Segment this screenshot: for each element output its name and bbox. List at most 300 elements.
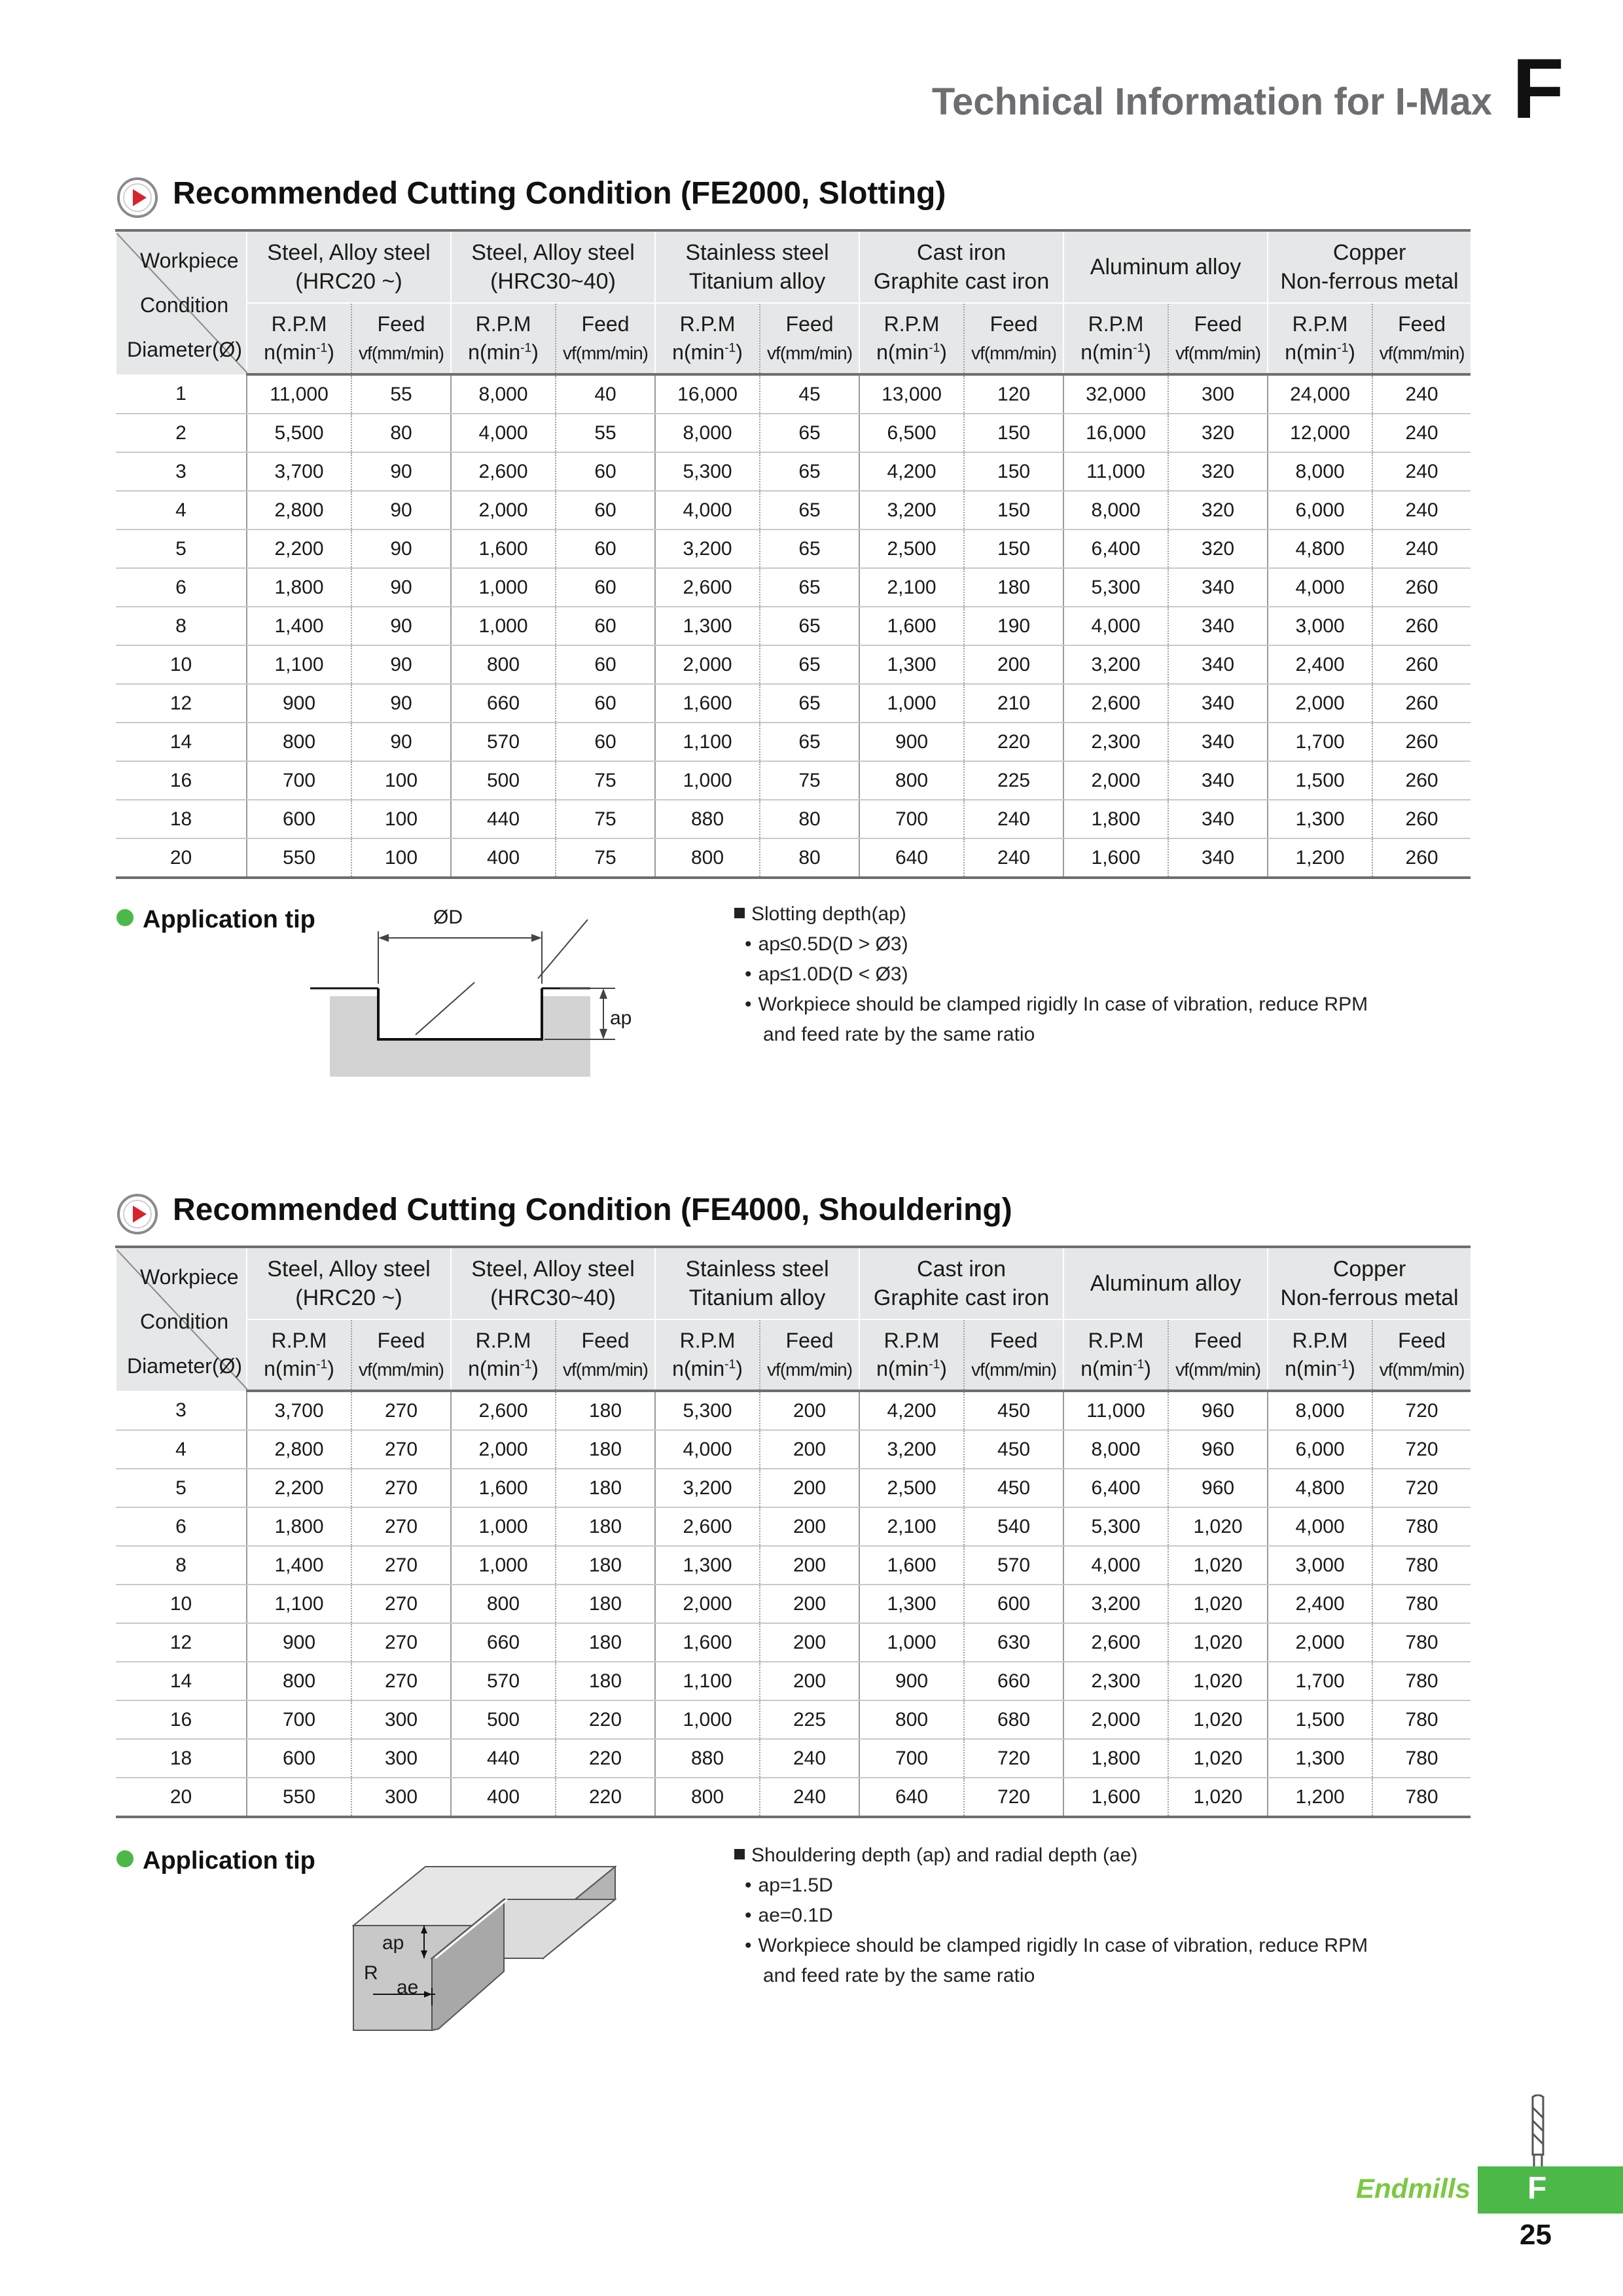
feed-cell: 260 <box>1372 607 1471 645</box>
table-row <box>116 374 1471 414</box>
note-item: • ap≤0.5D(D > Ø3) <box>734 929 1454 960</box>
rpm-cell: 800 <box>655 838 760 878</box>
rpm-cell: 900 <box>859 723 964 761</box>
rpm-cell: 2,000 <box>451 491 556 529</box>
diameter-cell: 5 <box>116 529 247 568</box>
feed-cell: 180 <box>556 1662 655 1700</box>
table-row <box>116 414 1471 452</box>
rpm-cell: 4,200 <box>859 1391 964 1430</box>
rpm-cell: 8,000 <box>1268 1391 1372 1430</box>
table-row <box>116 723 1471 761</box>
feed-cell: 960 <box>1168 1430 1268 1469</box>
rpm-cell: 8,000 <box>1063 1430 1168 1469</box>
feed-cell: 270 <box>351 1469 451 1507</box>
feed-cell: 75 <box>556 800 655 838</box>
rpm-cell: 4,000 <box>1063 607 1168 645</box>
table-row <box>116 1662 1471 1700</box>
rpm-cell: 4,000 <box>655 1430 760 1469</box>
rpm-cell: 4,800 <box>1268 1469 1372 1507</box>
rpm-cell: 1,800 <box>1063 1739 1168 1778</box>
feed-cell: 200 <box>760 1585 859 1623</box>
diameter-cell: 12 <box>116 684 247 723</box>
rpm-cell: 800 <box>859 1700 964 1739</box>
feed-cell: 340 <box>1168 723 1268 761</box>
feed-cell: 320 <box>1168 414 1268 452</box>
table-row <box>116 645 1471 684</box>
table-row <box>116 607 1471 645</box>
feed-cell: 200 <box>760 1546 859 1585</box>
rpm-cell: 1,600 <box>859 607 964 645</box>
rpm-cell: 1,100 <box>247 645 351 684</box>
feed-cell: 65 <box>760 529 859 568</box>
diameter-cell: 18 <box>116 800 247 838</box>
rpm-cell: 6,000 <box>1268 491 1372 529</box>
rpm-cell: 800 <box>451 1585 556 1623</box>
feed-cell: 1,020 <box>1168 1662 1268 1700</box>
feed-cell: 780 <box>1372 1623 1471 1662</box>
feed-cell: 200 <box>760 1469 859 1507</box>
feed-subheader: Feed vf(mm/min) <box>556 303 655 374</box>
feed-cell: 720 <box>1372 1469 1471 1507</box>
rpm-cell: 660 <box>451 1623 556 1662</box>
rpm-cell: 1,800 <box>247 568 351 607</box>
rpm-cell: 2,800 <box>247 491 351 529</box>
diameter-cell: 6 <box>116 568 247 607</box>
rpm-subheader: R.P.M $n(\min^{-1})$ <box>247 1319 351 1391</box>
feed-cell: 780 <box>1372 1778 1471 1817</box>
section-heading-slotting <box>116 171 1294 224</box>
rpm-cell: 800 <box>859 761 964 800</box>
feed-cell: 180 <box>556 1430 655 1469</box>
feed-cell: 450 <box>964 1469 1063 1507</box>
rpm-cell: 5,300 <box>655 452 760 491</box>
feed-cell: 540 <box>964 1507 1063 1546</box>
workpiece-label: Workpiece <box>140 249 239 272</box>
section-title: Recommended Cutting Condition (FE2000, Slotting) <box>173 176 946 211</box>
rpm-cell: 1,300 <box>859 645 964 684</box>
table-row <box>116 1700 1471 1739</box>
feed-cell: 780 <box>1372 1585 1471 1623</box>
rpm-cell: 1,200 <box>1268 1778 1372 1817</box>
feed-cell: 60 <box>556 684 655 723</box>
feed-cell: 240 <box>760 1739 859 1778</box>
feed-cell: 60 <box>556 607 655 645</box>
feed-cell: 65 <box>760 684 859 723</box>
rpm-cell: 11,000 <box>1063 452 1168 491</box>
rpm-cell: 5,500 <box>247 414 351 452</box>
feed-cell: 190 <box>964 607 1063 645</box>
chapter-letter: F <box>1512 41 1564 136</box>
rpm-subheader: R.P.M $n(\min^{-1})$ <box>859 303 964 374</box>
material-group-header: Steel, Alloy steel (HRC20 ~) <box>247 1247 451 1319</box>
rpm-cell: 6,400 <box>1063 529 1168 568</box>
footer-letter-tab <box>1478 2166 1623 2214</box>
table-row <box>116 1391 1471 1430</box>
r-label: R <box>364 1962 378 1984</box>
feed-cell: 90 <box>351 529 451 568</box>
rpm-subheader: R.P.M $n(\min^{-1})$ <box>451 1319 556 1391</box>
feed-cell: 780 <box>1372 1507 1471 1546</box>
feed-cell: 60 <box>556 568 655 607</box>
rpm-cell: 2,500 <box>859 529 964 568</box>
table-row <box>116 1546 1471 1585</box>
rpm-cell: 640 <box>859 838 964 878</box>
feed-cell: 220 <box>964 723 1063 761</box>
page-footer <box>1309 2081 1623 2296</box>
note-item-continued: and feed rate by the same ratio <box>763 1965 1035 1986</box>
feed-cell: 55 <box>556 414 655 452</box>
feed-cell: 200 <box>760 1507 859 1546</box>
rpm-cell: 1,000 <box>451 568 556 607</box>
feed-cell: 65 <box>760 607 859 645</box>
feed-cell: 300 <box>351 1700 451 1739</box>
diameter-cell: 12 <box>116 1623 247 1662</box>
diameter-cell: 14 <box>116 723 247 761</box>
material-group-header: Aluminum alloy <box>1063 1247 1268 1319</box>
feed-cell: 720 <box>1372 1430 1471 1469</box>
rpm-cell: 32,000 <box>1063 374 1168 414</box>
note-item: • ap=1.5D <box>734 1871 1454 1901</box>
rpm-subheader: R.P.M $n(\min^{-1})$ <box>859 1319 964 1391</box>
rpm-cell: 4,000 <box>1268 568 1372 607</box>
feed-cell: 270 <box>351 1507 451 1546</box>
rpm-cell: 550 <box>247 1778 351 1817</box>
rpm-subheader: R.P.M $n(\min^{-1})$ <box>1268 303 1372 374</box>
rpm-cell: 700 <box>247 1700 351 1739</box>
slotting-diagram <box>308 906 615 1077</box>
condition-label: Condition <box>140 293 229 317</box>
feed-cell: 780 <box>1372 1546 1471 1585</box>
rpm-cell: 1,600 <box>1063 1778 1168 1817</box>
feed-cell: 960 <box>1168 1469 1268 1507</box>
rpm-cell: 2,200 <box>247 529 351 568</box>
feed-cell: 75 <box>556 761 655 800</box>
rpm-cell: 2,000 <box>451 1430 556 1469</box>
rpm-cell: 640 <box>859 1778 964 1817</box>
rpm-cell: 2,000 <box>1063 1700 1168 1739</box>
feed-cell: 180 <box>556 1507 655 1546</box>
feed-cell: 270 <box>351 1585 451 1623</box>
diameter-cell: 18 <box>116 1739 247 1778</box>
feed-cell: 1,020 <box>1168 1507 1268 1546</box>
feed-cell: 100 <box>351 838 451 878</box>
feed-cell: 720 <box>964 1739 1063 1778</box>
rpm-cell: 800 <box>655 1778 760 1817</box>
table-row <box>116 1585 1471 1623</box>
rpm-cell: 3,000 <box>1268 607 1372 645</box>
rpm-cell: 2,100 <box>859 568 964 607</box>
feed-cell: 90 <box>351 684 451 723</box>
feed-cell: 340 <box>1168 684 1268 723</box>
diameter-cell: 20 <box>116 1778 247 1817</box>
feed-cell: 270 <box>351 1662 451 1700</box>
feed-cell: 65 <box>760 723 859 761</box>
rpm-cell: 6,000 <box>1268 1430 1372 1469</box>
rpm-cell: 8,000 <box>1268 452 1372 491</box>
feed-cell: 260 <box>1372 645 1471 684</box>
feed-cell: 75 <box>760 761 859 800</box>
feed-cell: 60 <box>556 452 655 491</box>
rpm-cell: 1,600 <box>451 529 556 568</box>
cutting-condition-table <box>115 1246 1471 1818</box>
feed-cell: 450 <box>964 1391 1063 1430</box>
feed-cell: 180 <box>556 1546 655 1585</box>
feed-cell: 150 <box>964 491 1063 529</box>
rpm-cell: 4,800 <box>1268 529 1372 568</box>
rpm-cell: 880 <box>655 800 760 838</box>
feed-cell: 65 <box>760 645 859 684</box>
note-item: • ae=0.1D <box>734 1901 1454 1931</box>
rpm-cell: 5,300 <box>1063 1507 1168 1546</box>
note-item: • Workpiece should be clamped rigidly In case of vibration, reduce RPM <box>734 990 1454 1020</box>
rpm-cell: 1,500 <box>1268 761 1372 800</box>
table-corner-header <box>116 1247 247 1391</box>
slotting-table <box>115 229 1470 879</box>
material-group-header: Steel, Alloy steel (HRC30~40) <box>451 1247 655 1319</box>
feed-cell: 150 <box>964 529 1063 568</box>
rpm-cell: 2,600 <box>655 568 760 607</box>
rpm-cell: 1,000 <box>451 607 556 645</box>
feed-cell: 630 <box>964 1623 1063 1662</box>
rpm-cell: 2,000 <box>1063 761 1168 800</box>
feed-cell: 1,020 <box>1168 1623 1268 1662</box>
rpm-cell: 1,600 <box>451 1469 556 1507</box>
application-tip-heading: Application tip <box>116 906 315 934</box>
rpm-cell: 1,600 <box>655 1623 760 1662</box>
play-arrow-icon <box>116 1193 158 1235</box>
rpm-cell: 1,600 <box>655 684 760 723</box>
rpm-cell: 1,500 <box>1268 1700 1372 1739</box>
feed-cell: 90 <box>351 607 451 645</box>
diameter-cell: 16 <box>116 761 247 800</box>
rpm-cell: 900 <box>859 1662 964 1700</box>
rpm-cell: 6,400 <box>1063 1469 1168 1507</box>
feed-subheader: Feed vf(mm/min) <box>1168 1319 1268 1391</box>
diameter-cell: 8 <box>116 1546 247 1585</box>
feed-cell: 60 <box>556 529 655 568</box>
rpm-cell: 500 <box>451 1700 556 1739</box>
footer-letter: F <box>1527 2171 1547 2206</box>
feed-cell: 960 <box>1168 1391 1268 1430</box>
workpiece-label: Workpiece <box>140 1265 239 1289</box>
play-arrow-icon <box>116 177 158 219</box>
feed-cell: 240 <box>1372 491 1471 529</box>
feed-cell: 100 <box>351 761 451 800</box>
material-group-header: Aluminum alloy <box>1063 230 1268 303</box>
diameter-cell: 3 <box>116 1391 247 1430</box>
feed-cell: 200 <box>760 1391 859 1430</box>
diameter-cell: 10 <box>116 1585 247 1623</box>
rpm-cell: 16,000 <box>1063 414 1168 452</box>
rpm-cell: 8,000 <box>655 414 760 452</box>
feed-cell: 720 <box>964 1778 1063 1817</box>
rpm-cell: 4,200 <box>859 452 964 491</box>
feed-cell: 55 <box>351 374 451 414</box>
page-title: Technical Information for I-Max <box>931 81 1492 123</box>
feed-cell: 180 <box>964 568 1063 607</box>
feed-subheader: Feed vf(mm/min) <box>1372 1319 1471 1391</box>
feed-cell: 60 <box>556 491 655 529</box>
feed-cell: 90 <box>351 452 451 491</box>
table-row <box>116 684 1471 723</box>
feed-cell: 180 <box>556 1585 655 1623</box>
rpm-cell: 2,000 <box>1268 684 1372 723</box>
feed-cell: 180 <box>556 1469 655 1507</box>
rpm-cell: 5,300 <box>1063 568 1168 607</box>
feed-cell: 1,020 <box>1168 1585 1268 1623</box>
feed-cell: 220 <box>556 1700 655 1739</box>
feed-cell: 260 <box>1372 723 1471 761</box>
rpm-cell: 8,000 <box>451 374 556 414</box>
rpm-cell: 2,600 <box>655 1507 760 1546</box>
rpm-cell: 1,200 <box>1268 838 1372 878</box>
feed-cell: 1,020 <box>1168 1546 1268 1585</box>
feed-cell: 1,020 <box>1168 1778 1268 1817</box>
rpm-cell: 2,000 <box>655 1585 760 1623</box>
table-row <box>116 568 1471 607</box>
table-row <box>116 1469 1471 1507</box>
feed-cell: 570 <box>964 1546 1063 1585</box>
feed-cell: 340 <box>1168 645 1268 684</box>
rpm-cell: 11,000 <box>1063 1391 1168 1430</box>
section-title: Recommended Cutting Condition (FE4000, Shouldering) <box>173 1193 1012 1227</box>
material-group-header: Copper Non-ferrous metal <box>1268 230 1471 303</box>
feed-cell: 80 <box>351 414 451 452</box>
rpm-cell: 660 <box>451 684 556 723</box>
feed-cell: 260 <box>1372 568 1471 607</box>
feed-cell: 65 <box>760 491 859 529</box>
rpm-subheader: R.P.M $n(\min^{-1})$ <box>1063 1319 1168 1391</box>
rpm-cell: 1,300 <box>655 607 760 645</box>
table-row <box>116 1507 1471 1546</box>
rpm-cell: 3,200 <box>655 529 760 568</box>
feed-cell: 80 <box>760 800 859 838</box>
diameter-cell: 10 <box>116 645 247 684</box>
feed-cell: 260 <box>1372 684 1471 723</box>
feed-cell: 340 <box>1168 761 1268 800</box>
table-row <box>116 491 1471 529</box>
feed-cell: 300 <box>1168 374 1268 414</box>
feed-cell: 240 <box>1372 414 1471 452</box>
rpm-cell: 1,000 <box>655 761 760 800</box>
table-corner-header <box>116 230 247 374</box>
rpm-cell: 4,000 <box>451 414 556 452</box>
rpm-cell: 16,000 <box>655 374 760 414</box>
feed-subheader: Feed vf(mm/min) <box>351 1319 451 1391</box>
rpm-cell: 2,600 <box>1063 684 1168 723</box>
feed-subheader: Feed vf(mm/min) <box>1372 303 1471 374</box>
diameter-label: Diameter(Ø) <box>127 1354 243 1378</box>
material-group-header: Stainless steel Titanium alloy <box>655 1247 859 1319</box>
feed-cell: 600 <box>964 1585 1063 1623</box>
feed-cell: 270 <box>351 1391 451 1430</box>
feed-cell: 220 <box>556 1778 655 1817</box>
diameter-cell: 4 <box>116 1430 247 1469</box>
rpm-subheader: R.P.M $n(\min^{-1})$ <box>655 303 760 374</box>
feed-cell: 150 <box>964 452 1063 491</box>
rpm-cell: 1,600 <box>1063 838 1168 878</box>
feed-cell: 240 <box>964 800 1063 838</box>
feed-cell: 90 <box>351 491 451 529</box>
feed-cell: 260 <box>1372 800 1471 838</box>
feed-cell: 180 <box>556 1391 655 1430</box>
feed-cell: 210 <box>964 684 1063 723</box>
feed-cell: 90 <box>351 723 451 761</box>
table-row <box>116 800 1471 838</box>
rpm-cell: 2,500 <box>859 1469 964 1507</box>
feed-cell: 200 <box>964 645 1063 684</box>
rpm-cell: 4,000 <box>1268 1507 1372 1546</box>
rpm-cell: 1,000 <box>859 1623 964 1662</box>
feed-subheader: Feed vf(mm/min) <box>1168 303 1268 374</box>
rpm-cell: 2,000 <box>655 645 760 684</box>
feed-cell: 270 <box>351 1546 451 1585</box>
feed-cell: 270 <box>351 1430 451 1469</box>
feed-cell: 80 <box>760 838 859 878</box>
feed-cell: 1,020 <box>1168 1739 1268 1778</box>
notes-heading: Slotting depth(ap) <box>734 899 1454 929</box>
rpm-cell: 1,600 <box>859 1546 964 1585</box>
feed-cell: 60 <box>556 645 655 684</box>
rpm-cell: 570 <box>451 1662 556 1700</box>
feed-cell: 340 <box>1168 568 1268 607</box>
material-group-header: Stainless steel Titanium alloy <box>655 230 859 303</box>
feed-cell: 90 <box>351 568 451 607</box>
rpm-cell: 2,000 <box>1268 1623 1372 1662</box>
rpm-cell: 3,200 <box>655 1469 760 1507</box>
rpm-cell: 2,600 <box>1063 1623 1168 1662</box>
feed-cell: 270 <box>351 1623 451 1662</box>
rpm-cell: 1,000 <box>451 1546 556 1585</box>
rpm-cell: 1,000 <box>859 684 964 723</box>
rpm-cell: 4,000 <box>1063 1546 1168 1585</box>
page-header <box>785 39 1564 144</box>
footer-category: Endmills <box>1356 2173 1471 2204</box>
feed-subheader: Feed vf(mm/min) <box>556 1319 655 1391</box>
rpm-cell: 8,000 <box>1063 491 1168 529</box>
table-row <box>116 1430 1471 1469</box>
rpm-cell: 3,200 <box>859 491 964 529</box>
green-bullet-icon <box>116 1850 134 1867</box>
feed-cell: 45 <box>760 374 859 414</box>
feed-cell: 200 <box>760 1430 859 1469</box>
feed-cell: 150 <box>964 414 1063 452</box>
ap-label: ap <box>382 1932 404 1954</box>
feed-cell: 100 <box>351 800 451 838</box>
green-bullet-icon <box>116 909 134 926</box>
feed-cell: 240 <box>1372 374 1471 414</box>
slotting-notes <box>734 899 1454 1050</box>
table-row <box>116 838 1471 878</box>
rpm-cell: 440 <box>451 1739 556 1778</box>
feed-subheader: Feed vf(mm/min) <box>964 1319 1063 1391</box>
feed-cell: 720 <box>1372 1391 1471 1430</box>
feed-cell: 180 <box>556 1623 655 1662</box>
feed-cell: 240 <box>964 838 1063 878</box>
shouldering-table <box>115 1246 1470 1818</box>
note-item: • ap≤1.0D(D < Ø3) <box>734 960 1454 990</box>
feed-subheader: Feed vf(mm/min) <box>760 1319 859 1391</box>
feed-subheader: Feed vf(mm/min) <box>760 303 859 374</box>
shouldering-notes <box>734 1840 1454 1991</box>
rpm-cell: 1,100 <box>655 723 760 761</box>
feed-cell: 240 <box>1372 452 1471 491</box>
feed-cell: 300 <box>351 1739 451 1778</box>
rpm-cell: 1,300 <box>1268 1739 1372 1778</box>
rpm-cell: 3,200 <box>859 1430 964 1469</box>
rpm-subheader: R.P.M $n(\min^{-1})$ <box>451 303 556 374</box>
diameter-cell: 14 <box>116 1662 247 1700</box>
